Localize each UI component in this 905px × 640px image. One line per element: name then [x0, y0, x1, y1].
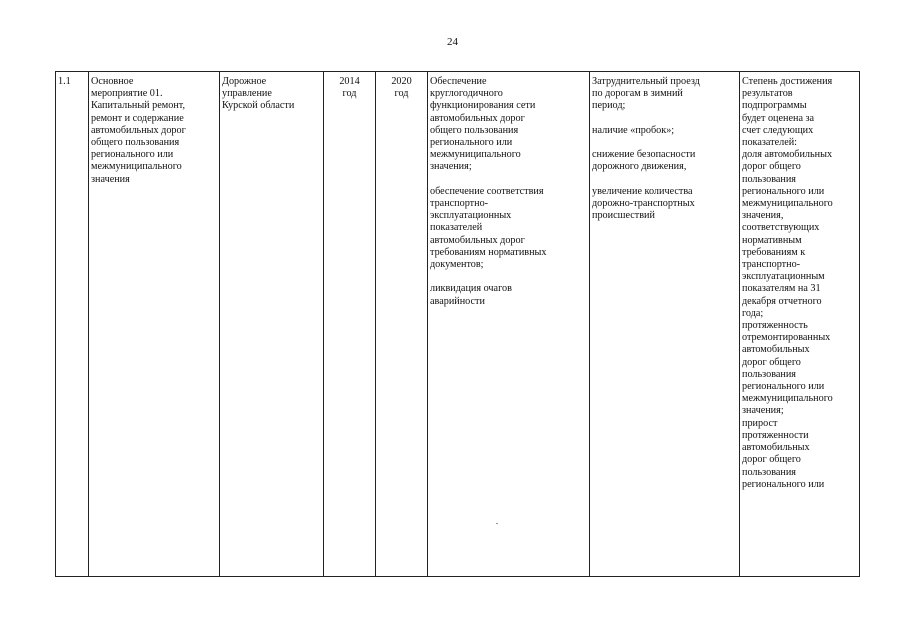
start-year-unit: год	[342, 88, 357, 100]
row-number: 1.1	[58, 76, 71, 87]
consequence-paragraph	[592, 186, 737, 223]
executor-line: Дорожное	[222, 76, 267, 87]
indicator-line: регионального или	[742, 381, 825, 393]
result-paragraph	[430, 76, 587, 174]
measure-line: ремонт и содержание	[91, 112, 184, 124]
consequence-line: период;	[592, 100, 626, 112]
consequence-line: происшествий	[592, 210, 655, 222]
measure-text	[91, 76, 217, 186]
result-line: автомобильных дорог	[430, 234, 525, 246]
measure-line: автомобильных дорог	[91, 124, 186, 136]
indicator-line: значения,	[742, 210, 784, 222]
measure-line: регионального или	[91, 149, 174, 161]
result-line: документов;	[430, 259, 484, 271]
indicator-line: протяженность	[742, 320, 808, 332]
result-line: круглогодичного	[430, 88, 503, 100]
row-number-cell	[56, 72, 89, 577]
indicator-line: соответствующих	[742, 222, 820, 234]
result-line: эксплуатационных	[430, 210, 512, 222]
indicator-line: регионального или	[742, 185, 825, 197]
result-line: автомобильных дорог	[430, 112, 525, 124]
consequence-line: снижение безопасности	[592, 149, 696, 161]
consequences-cell	[590, 72, 740, 577]
indicator-line: дорог общего	[742, 161, 801, 173]
indicators-text	[742, 76, 857, 491]
indicator-line: Степень достижения	[742, 76, 833, 87]
executor-line: Курской области	[222, 100, 295, 112]
result-line: межмуниципального	[430, 149, 521, 161]
consequence-line: увеличение количества	[592, 185, 693, 197]
indicator-line: значения;	[742, 405, 784, 417]
indicator-line: отремонтированных	[742, 332, 831, 344]
indicator-line: счет следующих	[742, 124, 814, 136]
end-year: 2020	[391, 76, 412, 87]
expected-results-cell	[428, 72, 590, 577]
result-line: показателей	[430, 222, 483, 234]
consequence-paragraph	[592, 149, 737, 173]
indicator-line: транспортно-	[742, 259, 801, 271]
result-line: ликвидация очагов	[430, 283, 512, 295]
indicator-line: пользования	[742, 173, 796, 185]
program-table	[55, 71, 860, 577]
indicator-line: протяженности	[742, 429, 809, 441]
result-line: транспортно-	[430, 198, 489, 210]
indicator-line: прирост	[742, 417, 778, 429]
indicator-line: подпрограммы	[742, 100, 807, 112]
indicator-line: будет оценена за	[742, 112, 815, 124]
executor-cell	[220, 72, 324, 577]
result-line: требованиям нормативных	[430, 246, 547, 258]
consequence-paragraph	[592, 76, 737, 113]
consequence-line: наличие «пробок»;	[592, 124, 675, 136]
indicators-cell	[740, 72, 860, 577]
end-year-unit: год	[394, 88, 409, 100]
result-line: функционирования сети	[430, 100, 536, 112]
measure-line: общего пользования	[91, 137, 180, 149]
page-number: 24	[447, 36, 458, 48]
indicator-line: автомобильных	[742, 442, 810, 454]
indicator-line: межмуниципального	[742, 198, 833, 210]
measure-line: Основное	[91, 76, 134, 87]
indicator-line: пользования	[742, 368, 796, 380]
result-line: Обеспечение	[430, 76, 487, 87]
result-line: значения;	[430, 161, 472, 173]
result-line: обеспечение соответствия	[430, 185, 544, 197]
result-line: регионального или	[430, 137, 513, 149]
executor-line: управление	[222, 88, 272, 100]
indicator-line: года;	[742, 307, 764, 319]
indicator-line: показателей:	[742, 137, 798, 149]
indicator-line: регионального или	[742, 478, 825, 490]
consequence-line: дорожно-транспортных	[592, 197, 695, 209]
measure-line: Капитальный ремонт,	[91, 100, 186, 112]
indicator-line: пользования	[742, 466, 796, 478]
measure-cell	[89, 72, 220, 577]
indicator-line: нормативным	[742, 234, 802, 246]
indicator-line: показателям на 31	[742, 283, 821, 295]
indicator-line: результатов	[742, 88, 793, 100]
end-year-cell	[376, 72, 428, 577]
measure-line: значения	[91, 173, 130, 185]
indicator-line: требованиям к	[742, 246, 806, 258]
consequence-line: дорожного движения,	[592, 161, 687, 173]
consequence-paragraph	[592, 125, 737, 137]
result-paragraph	[430, 283, 587, 307]
consequence-line: по дорогам в зимний	[592, 88, 683, 100]
consequence-line: Затруднительный проезд	[592, 76, 700, 87]
indicator-line: автомобильных	[742, 344, 810, 356]
indicator-line: межмуниципального	[742, 393, 833, 405]
indicator-line: декабря отчетного	[742, 295, 822, 307]
indicator-line: дорог общего	[742, 356, 801, 368]
executor-text	[222, 76, 321, 113]
indicator-line: эксплуатационным	[742, 271, 825, 283]
start-year: 2014	[339, 76, 360, 87]
result-line: аварийности	[430, 295, 485, 307]
result-line: общего пользования	[430, 124, 519, 136]
indicator-line: дорог общего	[742, 454, 801, 466]
measure-line: мероприятие 01.	[91, 88, 163, 100]
table-row	[56, 72, 860, 577]
indicator-line: доля автомобильных	[742, 149, 833, 161]
start-year-cell	[324, 72, 376, 577]
scan-speck	[496, 523, 498, 524]
result-paragraph	[430, 186, 587, 271]
measure-line: межмуниципального	[91, 161, 182, 173]
